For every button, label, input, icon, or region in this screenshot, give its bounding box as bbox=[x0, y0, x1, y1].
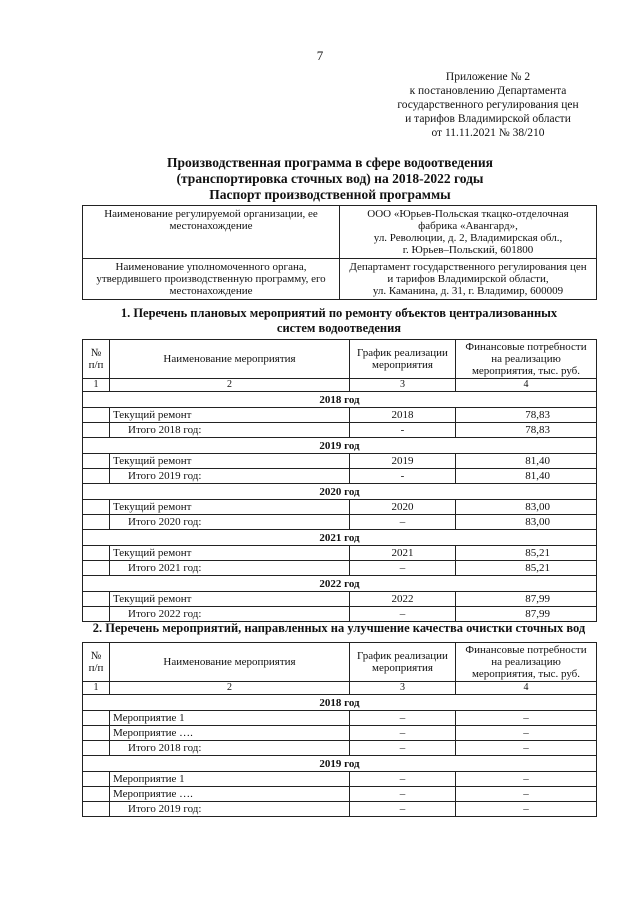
passport-label: Наименование регулируемой организации, ее местонахождение bbox=[83, 206, 340, 259]
index-cell: 3 bbox=[350, 379, 456, 392]
annex-line: от 11.11.2021 № 38/210 bbox=[431, 127, 545, 139]
item-value: – bbox=[456, 711, 597, 726]
total-value: 87,99 bbox=[456, 607, 597, 622]
total-schedule: – bbox=[350, 515, 456, 530]
col-header-name: Наименование мероприятия bbox=[110, 340, 350, 379]
item-value: 81,40 bbox=[456, 454, 597, 469]
total-row bbox=[83, 469, 597, 484]
passport-label: Наименование уполномоченного органа, утвердившего производственную программу, его местонахождение bbox=[83, 259, 340, 300]
item-name: Текущий ремонт bbox=[110, 546, 350, 561]
index-cell: 4 bbox=[456, 379, 597, 392]
item-value: 78,83 bbox=[456, 408, 597, 423]
page-number: 7 bbox=[316, 48, 324, 63]
num-cell bbox=[83, 408, 110, 423]
item-name: Мероприятие …. bbox=[110, 726, 350, 741]
item-value: – bbox=[456, 726, 597, 741]
passport-value-line: и тарифов Владимирской области, bbox=[387, 273, 549, 285]
item-name: Мероприятие …. bbox=[110, 787, 350, 802]
year-row bbox=[83, 576, 597, 592]
num-cell bbox=[83, 454, 110, 469]
num-cell bbox=[83, 469, 110, 484]
table-index-row bbox=[83, 379, 597, 392]
year-row bbox=[83, 695, 597, 711]
num-cell bbox=[83, 561, 110, 576]
annex-block bbox=[383, 70, 593, 140]
total-value: – bbox=[456, 741, 597, 756]
table-row bbox=[83, 772, 597, 787]
index-cell: 2 bbox=[110, 379, 350, 392]
document-title bbox=[80, 155, 580, 203]
annex-line: и тарифов Владимирской области bbox=[405, 113, 571, 125]
passport-row bbox=[83, 206, 597, 259]
annex-line: Приложение № 2 bbox=[445, 71, 531, 83]
item-value: – bbox=[456, 787, 597, 802]
total-label: Итого 2018 год: bbox=[110, 741, 350, 756]
total-row bbox=[83, 607, 597, 622]
passport-value-line: Департамент государственного регулирования цен bbox=[349, 261, 587, 273]
section2-heading: 2. Перечень мероприятий, направленных на улучшение качества очистки сточных вод bbox=[92, 621, 586, 635]
year-row bbox=[83, 392, 597, 408]
total-schedule: – bbox=[350, 741, 456, 756]
num-cell bbox=[83, 500, 110, 515]
section1-heading-line: 1. Перечень плановых мероприятий по ремонту объектов централизованных bbox=[120, 306, 558, 320]
table-row bbox=[83, 711, 597, 726]
table-index-row bbox=[83, 682, 597, 695]
table-row bbox=[83, 408, 597, 423]
total-value: 83,00 bbox=[456, 515, 597, 530]
year-row bbox=[83, 756, 597, 772]
item-schedule: 2021 bbox=[350, 546, 456, 561]
year-title: 2018 год bbox=[83, 695, 597, 711]
total-row bbox=[83, 802, 597, 817]
item-value: 87,99 bbox=[456, 592, 597, 607]
total-row bbox=[83, 561, 597, 576]
num-cell bbox=[83, 546, 110, 561]
annex-line: государственного регулирования цен bbox=[397, 99, 579, 111]
year-row bbox=[83, 530, 597, 546]
item-value: 83,00 bbox=[456, 500, 597, 515]
annex-line: к постановлению Департамента bbox=[409, 85, 567, 97]
table-header-row bbox=[83, 643, 597, 682]
total-row bbox=[83, 515, 597, 530]
item-schedule: – bbox=[350, 772, 456, 787]
table-row bbox=[83, 787, 597, 802]
passport-value bbox=[340, 206, 597, 259]
item-schedule: 2020 bbox=[350, 500, 456, 515]
table-row bbox=[83, 546, 597, 561]
num-cell bbox=[83, 711, 110, 726]
total-label: Итого 2019 год: bbox=[110, 802, 350, 817]
col-header-num: № п/п bbox=[83, 643, 110, 682]
passport-value-line: фабрика «Авангард», bbox=[418, 220, 518, 232]
index-cell: 1 bbox=[83, 379, 110, 392]
total-schedule: – bbox=[350, 802, 456, 817]
item-value: – bbox=[456, 772, 597, 787]
index-cell: 2 bbox=[110, 682, 350, 695]
table-row bbox=[83, 726, 597, 741]
total-schedule: – bbox=[350, 607, 456, 622]
item-name: Мероприятие 1 bbox=[110, 772, 350, 787]
num-cell bbox=[83, 802, 110, 817]
item-name: Текущий ремонт bbox=[110, 454, 350, 469]
title-line: Производственная программа в сфере водоотведения bbox=[167, 155, 493, 170]
col-header-schedule: График реализации мероприятия bbox=[350, 340, 456, 379]
section1-heading bbox=[82, 306, 596, 336]
total-label: Итого 2022 год: bbox=[110, 607, 350, 622]
section2-table bbox=[82, 642, 597, 817]
col-header-num: № п/п bbox=[83, 340, 110, 379]
total-row bbox=[83, 423, 597, 438]
year-row bbox=[83, 438, 597, 454]
total-value: 78,83 bbox=[456, 423, 597, 438]
col-header-finance: Финансовые потребности на реализацию мероприятия, тыс. руб. bbox=[456, 643, 597, 682]
num-cell bbox=[83, 787, 110, 802]
total-value: 85,21 bbox=[456, 561, 597, 576]
section1-heading-line: систем водоотведения bbox=[276, 321, 402, 335]
section1-body bbox=[83, 392, 597, 622]
passport-value-line: ул. Революции, д. 2, Владимирская обл., bbox=[373, 232, 563, 244]
title-line: (транспортировка сточных вод) на 2018-2022 годы bbox=[176, 171, 484, 186]
item-schedule: – bbox=[350, 711, 456, 726]
year-title: 2018 год bbox=[83, 392, 597, 408]
total-label: Итого 2019 год: bbox=[110, 469, 350, 484]
table-header-row bbox=[83, 340, 597, 379]
col-header-finance: Финансовые потребности на реализацию мероприятия, тыс. руб. bbox=[456, 340, 597, 379]
item-schedule: – bbox=[350, 787, 456, 802]
total-schedule: - bbox=[350, 423, 456, 438]
total-label: Итого 2020 год: bbox=[110, 515, 350, 530]
num-cell bbox=[83, 423, 110, 438]
index-cell: 1 bbox=[83, 682, 110, 695]
section2-body bbox=[83, 695, 597, 817]
item-schedule: – bbox=[350, 726, 456, 741]
passport-table bbox=[82, 205, 597, 300]
num-cell bbox=[83, 607, 110, 622]
item-schedule: 2019 bbox=[350, 454, 456, 469]
item-name: Текущий ремонт bbox=[110, 408, 350, 423]
passport-value-line: ООО «Юрьев-Польская ткацко-отделочная bbox=[367, 208, 569, 220]
total-schedule: – bbox=[350, 561, 456, 576]
num-cell bbox=[83, 592, 110, 607]
table-row bbox=[83, 592, 597, 607]
passport-value-line: г. Юрьев–Польский, 601800 bbox=[402, 244, 534, 256]
col-header-schedule: График реализации мероприятия bbox=[350, 643, 456, 682]
year-title: 2021 год bbox=[83, 530, 597, 546]
passport-value bbox=[340, 259, 597, 300]
year-title: 2019 год bbox=[83, 756, 597, 772]
item-schedule: 2018 bbox=[350, 408, 456, 423]
num-cell bbox=[83, 515, 110, 530]
item-value: 85,21 bbox=[456, 546, 597, 561]
num-cell bbox=[83, 726, 110, 741]
index-cell: 3 bbox=[350, 682, 456, 695]
item-name: Текущий ремонт bbox=[110, 592, 350, 607]
num-cell bbox=[83, 772, 110, 787]
passport-value-line: ул. Каманина, д. 31, г. Владимир, 600009 bbox=[372, 285, 564, 297]
table-row bbox=[83, 454, 597, 469]
total-row bbox=[83, 741, 597, 756]
year-title: 2022 год bbox=[83, 576, 597, 592]
year-title: 2019 год bbox=[83, 438, 597, 454]
year-title: 2020 год bbox=[83, 484, 597, 500]
total-schedule: - bbox=[350, 469, 456, 484]
table-row bbox=[83, 500, 597, 515]
total-value: 81,40 bbox=[456, 469, 597, 484]
total-label: Итого 2018 год: bbox=[110, 423, 350, 438]
index-cell: 4 bbox=[456, 682, 597, 695]
year-row bbox=[83, 484, 597, 500]
total-label: Итого 2021 год: bbox=[110, 561, 350, 576]
item-schedule: 2022 bbox=[350, 592, 456, 607]
num-cell bbox=[83, 741, 110, 756]
section1-table bbox=[82, 339, 597, 622]
passport-row bbox=[83, 259, 597, 300]
passport-title: Паспорт производственной программы bbox=[209, 187, 451, 202]
item-name: Мероприятие 1 bbox=[110, 711, 350, 726]
col-header-name: Наименование мероприятия bbox=[110, 643, 350, 682]
total-value: – bbox=[456, 802, 597, 817]
item-name: Текущий ремонт bbox=[110, 500, 350, 515]
